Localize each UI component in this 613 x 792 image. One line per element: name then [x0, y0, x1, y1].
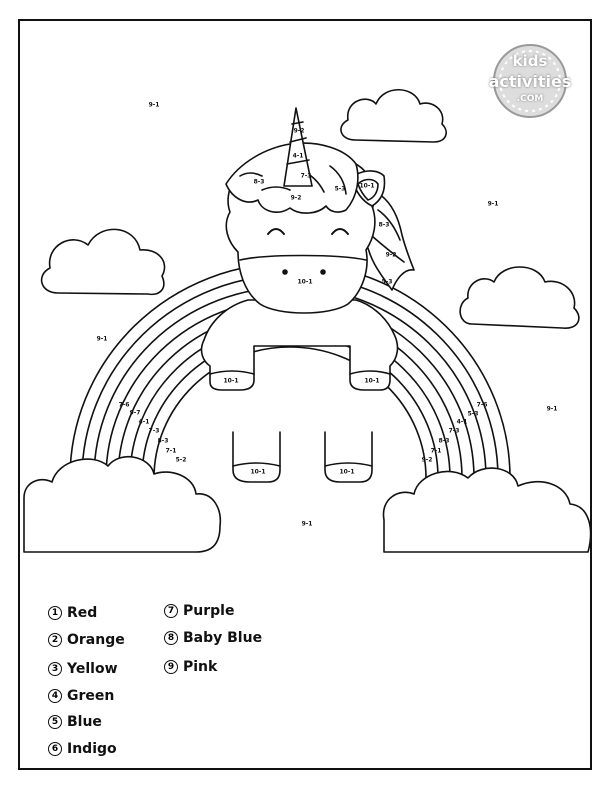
- region-label: 7-3: [148, 427, 160, 435]
- region-label: 9-2: [421, 456, 433, 464]
- region-label: 10-1: [297, 278, 313, 286]
- region-label: 5-3: [334, 185, 346, 193]
- legend-number: 3: [48, 662, 62, 676]
- legend-item: [164, 657, 217, 677]
- legend-number: 4: [48, 689, 62, 703]
- kids-activities-logo: [478, 40, 582, 122]
- region-label: 9-7: [129, 409, 141, 417]
- logo-activities: activities: [488, 72, 572, 91]
- legend-color-name: Indigo: [67, 741, 117, 757]
- legend-color-name: Green: [67, 688, 115, 704]
- legend-item: [48, 739, 117, 759]
- region-label: 8-3: [438, 437, 450, 445]
- region-label: 7-1: [430, 447, 442, 455]
- region-label: 10-1: [250, 468, 266, 476]
- region-label: 9-1: [96, 335, 108, 343]
- region-label: 9-2: [385, 251, 397, 259]
- region-label: 7-3: [300, 172, 312, 180]
- region-label: 9-1: [487, 200, 499, 208]
- legend-item: [48, 630, 125, 650]
- logo-kids: kids: [512, 52, 548, 70]
- region-label: 8-3: [157, 437, 169, 445]
- legend-color-name: Purple: [183, 603, 235, 619]
- legend-item: [164, 601, 234, 621]
- cloud-right: [460, 267, 579, 328]
- legend-color-name: Blue: [67, 714, 102, 730]
- region-label: 7-3: [448, 427, 460, 435]
- region-label: 10-1: [364, 377, 380, 385]
- region-label: 7-1: [165, 447, 177, 455]
- legend-item: [48, 686, 114, 706]
- region-label: 9-1: [546, 405, 558, 413]
- cloud-top-right: [341, 90, 446, 142]
- tail: [366, 192, 414, 290]
- region-label: 9-2: [290, 194, 302, 202]
- region-label: 4-1: [138, 418, 150, 426]
- region-label: 7-6: [118, 401, 130, 409]
- legend-number: 1: [48, 606, 62, 620]
- legend-color-name: Red: [67, 605, 98, 621]
- logo-com: .COM: [516, 94, 544, 104]
- region-label: 5-3: [467, 410, 479, 418]
- region-label: 5-3: [381, 278, 393, 286]
- region-label: 4-1: [456, 418, 468, 426]
- ground-cloud-right: [383, 468, 590, 552]
- legend-color-name: Orange: [67, 632, 125, 648]
- legend-color-name: Baby Blue: [183, 630, 263, 646]
- legend-number: 5: [48, 715, 62, 729]
- legend-number: 9: [164, 660, 178, 674]
- legend-color-name: Yellow: [67, 661, 118, 677]
- legend-color-name: Pink: [183, 659, 218, 675]
- region-label: 10-1: [359, 182, 375, 190]
- region-label: 9-1: [301, 520, 313, 528]
- legend-number: 8: [164, 631, 178, 645]
- region-label: 8-3: [378, 221, 390, 229]
- cloud-left: [42, 229, 165, 294]
- region-label: 9-1: [148, 101, 160, 109]
- region-label: 4-1: [292, 152, 304, 160]
- region-label: 10-1: [339, 468, 355, 476]
- legend-item: [48, 659, 118, 679]
- legend-number: 7: [164, 604, 178, 618]
- ground-cloud-left: [24, 457, 220, 552]
- legend-number: 2: [48, 633, 62, 647]
- region-label: 5-2: [175, 456, 187, 464]
- region-label: 8-3: [253, 178, 265, 186]
- legend-item: [164, 628, 262, 648]
- legend-number: 6: [48, 742, 62, 756]
- legend-item: [48, 712, 102, 732]
- legend-item: [48, 603, 97, 623]
- region-label: 7-6: [476, 401, 488, 409]
- region-label: 10-1: [223, 377, 239, 385]
- region-label: 9-2: [293, 127, 305, 135]
